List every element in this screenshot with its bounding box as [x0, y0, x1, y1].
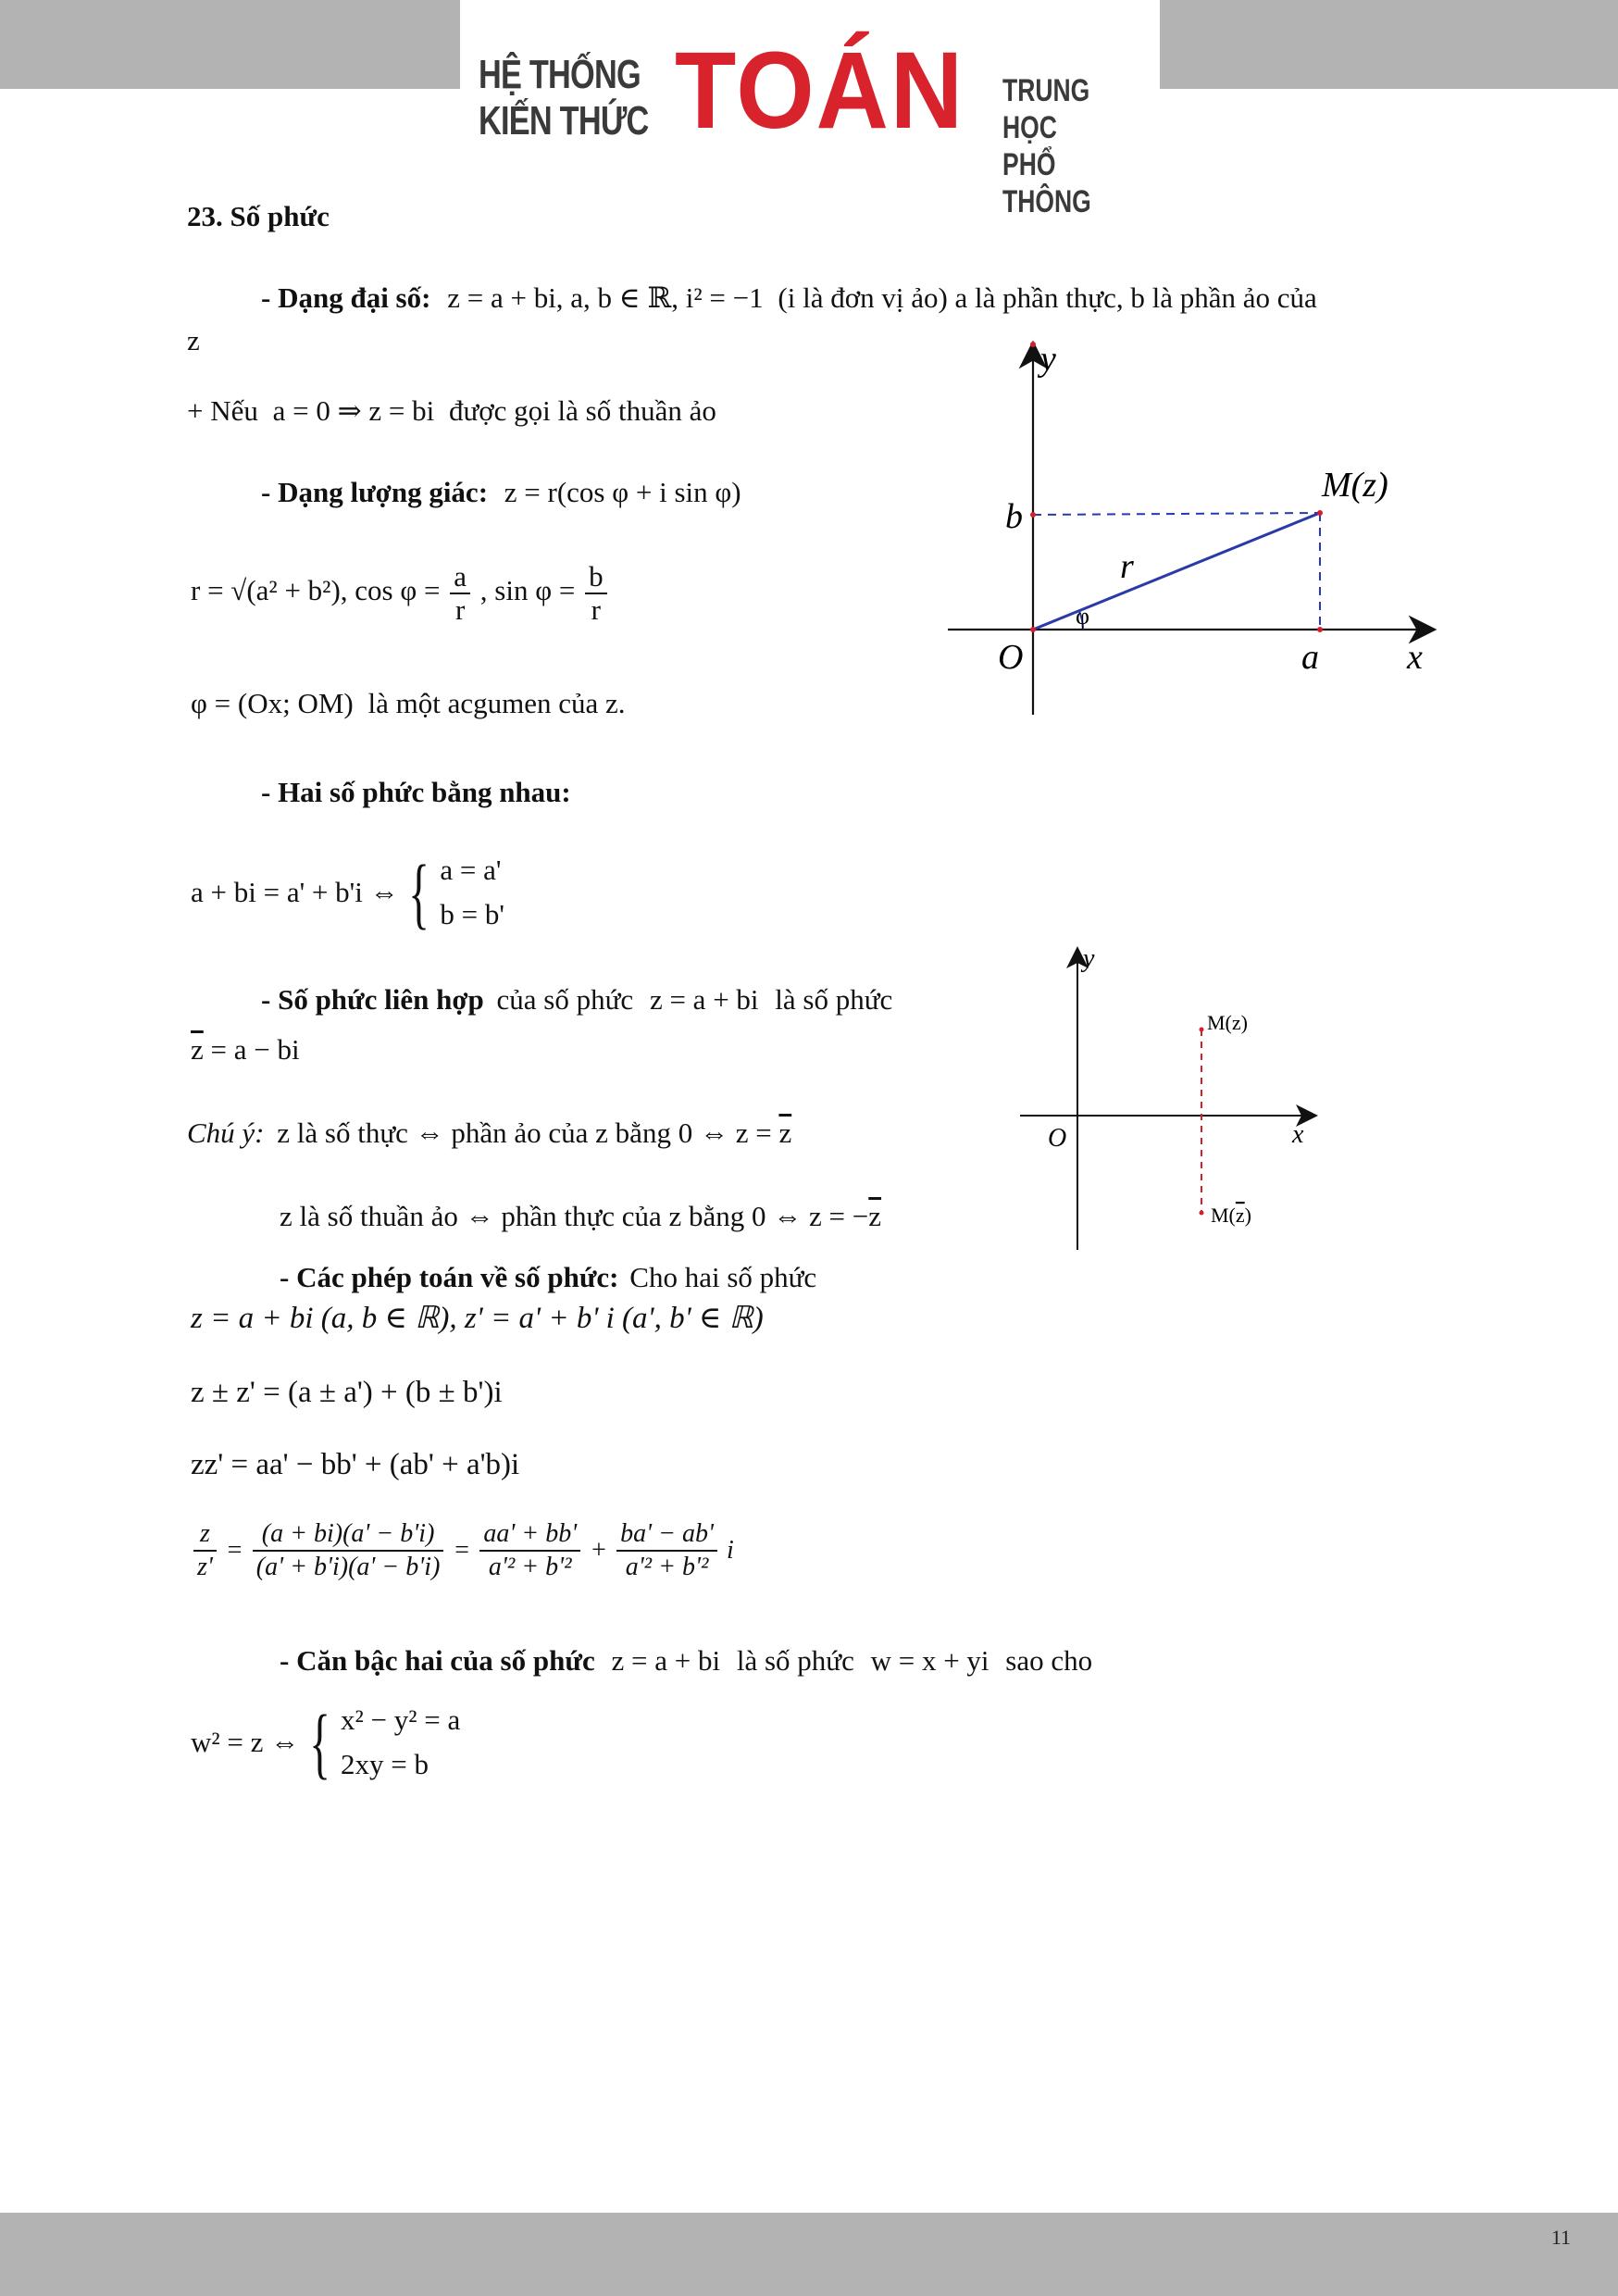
complex-plane-diagram — [944, 333, 1444, 722]
frac-num: z — [193, 1518, 217, 1552]
note-line2-text: z là số thuần ảo ⇔ phần thực của z bằng 0 ⇔ z = − — [280, 1200, 869, 1232]
algebraic-formula: z = a + bi, a, b ∈ ℝ, i² = −1 — [447, 281, 764, 314]
point-m — [1317, 510, 1323, 516]
trig-label: - Dạng lượng giác: — [261, 476, 489, 508]
logo-main-text: TOÁN — [675, 30, 965, 152]
system-line: x² − y² = a — [340, 1703, 461, 1736]
frac-real-part — [479, 1518, 580, 1583]
header-logo — [460, 0, 1160, 219]
sqrt-formula: z = a + bi — [611, 1644, 721, 1677]
trig-formula: z = r(cos φ + i sin φ) — [504, 476, 741, 508]
label-r: r — [1120, 547, 1134, 586]
plus-sign: + — [590, 1536, 608, 1565]
conjugate-line — [261, 981, 892, 1018]
pure-suffix: được gọi là số thuần ảo — [448, 394, 716, 427]
equals-sign: = — [225, 1536, 243, 1565]
conjugate-label: - Số phức liên hợp — [261, 983, 484, 1016]
label-phi: φ — [1076, 603, 1090, 630]
label-m-bar-pre: M( — [1211, 1204, 1236, 1227]
system-line: b = b' — [440, 898, 504, 930]
algebraic-desc-wrap: z — [187, 324, 200, 356]
pure-prefix: + Nếu — [187, 394, 258, 427]
frac-den: a'² + b'² — [488, 1553, 572, 1581]
frac-den: r — [591, 593, 601, 626]
sqrt-system-line — [191, 1698, 460, 1787]
logo-left-text — [479, 52, 649, 163]
label-m-bar-z: z — [1235, 1204, 1245, 1227]
dash-to-b — [1033, 513, 1320, 515]
frac-den: a'² + b'² — [625, 1553, 709, 1581]
frac-expanded — [253, 1518, 444, 1583]
argument-text: là một acgumen của z. — [367, 687, 626, 719]
point-a — [1317, 627, 1323, 632]
frac-num: ba' − ab' — [616, 1518, 717, 1552]
logo-left-line2: KIẾN THỨC — [479, 98, 649, 144]
header-band-left — [0, 0, 460, 89]
label-m-bar — [1211, 1204, 1251, 1227]
label-x: x — [1407, 638, 1423, 677]
frac-num: aa' + bb' — [479, 1518, 580, 1552]
sqrt-text2: sao cho — [1005, 1644, 1093, 1677]
argument-line — [191, 685, 626, 722]
point-o — [1030, 627, 1036, 632]
note-line1 — [187, 1115, 791, 1152]
conjugate-text: của số phức — [496, 983, 634, 1016]
frac-a-over-r — [450, 561, 470, 626]
logo-right-line1: TRUNG HỌC — [1002, 73, 1090, 145]
logo-right-text — [1002, 72, 1126, 219]
frac-num: b — [585, 561, 607, 594]
pure-imaginary-line — [187, 393, 716, 430]
equal-line — [191, 848, 504, 937]
trig-sin-part: , sin φ = — [479, 574, 576, 607]
footer-band — [0, 2213, 1618, 2296]
header-band-right — [1160, 0, 1618, 89]
sqrt-system — [341, 1698, 460, 1787]
trig-r-part: r = √(a² + b²), cos φ = — [191, 574, 441, 607]
frac-b-over-r — [585, 561, 607, 626]
sqrt-lhs: w² = z ⇔ — [191, 1726, 300, 1758]
label-a: a — [1301, 638, 1319, 677]
point-m — [1200, 1028, 1204, 1032]
ops-prod: zz' = aa' − bb' + (ab' + a'b)i — [191, 1448, 520, 1481]
label-m: M(z) — [1207, 1011, 1248, 1034]
algebraic-label: - Dạng đại số: — [261, 281, 431, 314]
label-x: x — [1292, 1120, 1304, 1149]
conjugate-def — [191, 1031, 300, 1068]
label-o: O — [1048, 1124, 1067, 1153]
conjugate-diagram — [1009, 944, 1333, 1259]
label-y: y — [1083, 944, 1095, 973]
pure-formula: a = 0 ⇒ z = bi — [272, 394, 435, 427]
sqrt-text: là số phức — [736, 1644, 854, 1677]
logo-right-line2: PHỔ THÔNG — [1002, 147, 1091, 219]
equal-label: - Hai số phức bằng nhau: — [261, 776, 571, 808]
frac-den: r — [454, 593, 466, 626]
frac-den: (a' + b'i)(a' − b'i) — [255, 1553, 441, 1581]
label-m: M(z) — [1322, 466, 1388, 505]
logo-left-line1: HỆ THỐNG — [479, 52, 641, 97]
conjugate-text2: là số phức — [775, 983, 893, 1016]
imag-unit: i — [726, 1536, 734, 1565]
frac-den: z' — [197, 1553, 213, 1581]
conjugate-def-rest: = a − bi — [203, 1033, 300, 1066]
argument-formula: φ = (Ox; OM) — [191, 687, 354, 719]
label-m-bar-post: ) — [1244, 1204, 1251, 1227]
label-y: y — [1040, 340, 1056, 379]
frac-num: (a + bi)(a' − b'i) — [253, 1518, 444, 1552]
ops-sum: z ± z' = (a ± a') + (b ± b')i — [191, 1376, 503, 1409]
z-bar: $\overline{z}$ — [191, 1033, 204, 1066]
trig-line — [261, 474, 741, 511]
z-bar: $\overline{z}$ — [868, 1200, 882, 1232]
frac-imag-part — [616, 1518, 717, 1583]
frac-num: a — [450, 561, 470, 594]
label-b: b — [1005, 497, 1023, 536]
ops-label: - Các phép toán về số phức: — [280, 1261, 619, 1293]
label-o: O — [998, 638, 1024, 677]
system-line: 2xy = b — [340, 1748, 429, 1780]
brace: { — [408, 848, 430, 937]
z-bar: $\overline{z}$ — [778, 1117, 792, 1149]
point-b — [1030, 512, 1036, 518]
sqrt-label: - Căn bậc hai của số phức — [280, 1644, 595, 1677]
point-y-end — [1030, 342, 1036, 347]
note-line2 — [280, 1198, 881, 1235]
trig-r-line — [191, 561, 610, 626]
equal-system — [440, 848, 504, 937]
point-m-bar — [1200, 1211, 1204, 1216]
frac-z-over-z — [193, 1518, 217, 1583]
page-number: 11 — [1550, 2226, 1571, 2249]
ops-def: z = a + bi (a, b ∈ ℝ), z' = a' + b' i (a', b' ∈ ℝ) — [191, 1302, 764, 1335]
system-line: a = a' — [440, 854, 502, 886]
note-line1-text: z là số thực ⇔ phần ảo của z bằng 0 ⇔ z = — [277, 1117, 779, 1149]
algebraic-desc: (i là đơn vị ảo) a là phần thực, b là phần ảo của — [778, 281, 1317, 314]
brace: { — [309, 1698, 330, 1787]
ops-line — [280, 1259, 816, 1296]
ops-text: Cho hai số phức — [629, 1261, 817, 1293]
equal-lhs: a + bi = a' + b'i ⇔ — [191, 876, 399, 908]
sqrt-line — [280, 1642, 1092, 1679]
section-title: 23. Số phức — [187, 200, 330, 232]
note-label: Chú ý: — [187, 1117, 265, 1149]
ops-quotient — [191, 1518, 734, 1583]
algebraic-line — [261, 280, 1317, 317]
equals-sign: = — [453, 1536, 471, 1565]
sqrt-w: w = x + yi — [870, 1644, 989, 1677]
conjugate-formula: z = a + bi — [649, 983, 759, 1016]
